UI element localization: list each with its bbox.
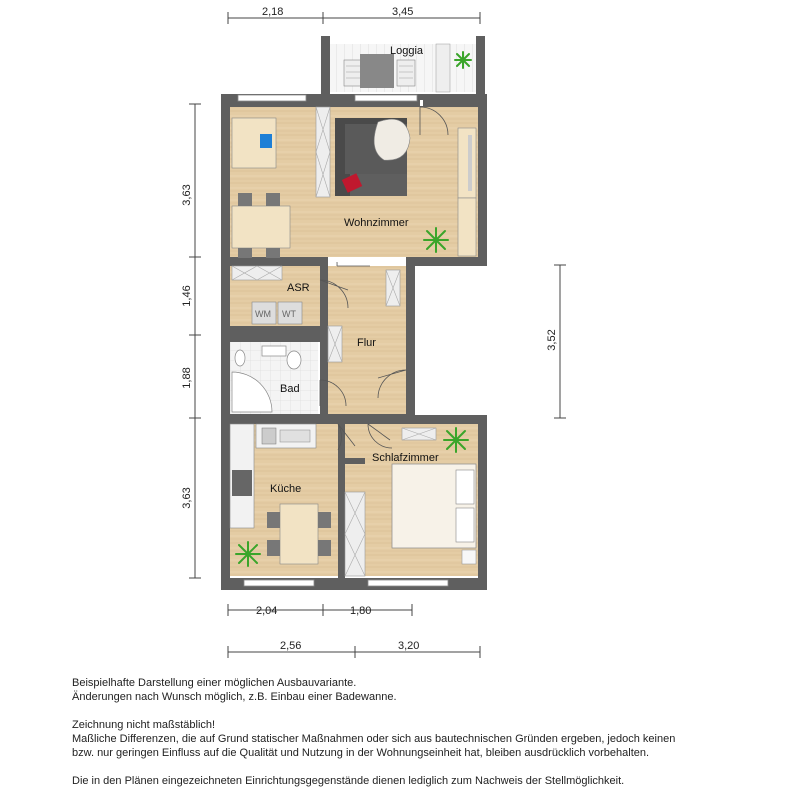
plant-icon-wohnzimmer xyxy=(424,228,448,252)
note-line-4: Maßliche Differenzen, die auf Grund statischer Maßnahmen oder sich aus bautechnischen Gründen ergeben, jedoch keinen xyxy=(72,733,676,745)
dim-bottom-outer-2: 3,20 xyxy=(398,640,420,652)
sink xyxy=(287,351,301,369)
dim-left-4: 3,63 xyxy=(181,487,193,509)
plant-icon-loggia xyxy=(455,52,471,68)
toilet xyxy=(235,350,245,366)
washing-machine-label: WM xyxy=(255,309,271,319)
plant-icon-schlafzimmer xyxy=(444,428,468,452)
wardrobe-bedroom xyxy=(345,492,365,576)
dim-left-1: 3,63 xyxy=(181,184,193,206)
note-line-3: Zeichnung nicht maßstäblich! xyxy=(72,719,216,731)
dim-top-2: 3,45 xyxy=(392,6,414,18)
dim-bottom-outer-1: 2,56 xyxy=(280,640,302,652)
dim-left-2: 1,46 xyxy=(181,285,193,307)
blue-item xyxy=(260,134,272,148)
room-label-kueche: Küche xyxy=(270,483,302,495)
tv-cabinet xyxy=(458,128,476,198)
room-label-bad: Bad xyxy=(280,383,300,395)
room-label-wohnzimmer: Wohnzimmer xyxy=(344,217,409,229)
room-label-flur: Flur xyxy=(357,337,376,349)
note-line-1: Beispielhafte Darstellung einer möglichen Ausbauvariante. xyxy=(72,677,357,689)
dim-top-1: 2,18 xyxy=(262,6,284,18)
note-line-2: Änderungen nach Wunsch möglich, z.B. Einbau einer Badewanne. xyxy=(72,691,397,703)
wardrobe xyxy=(316,107,330,197)
kitchen-table xyxy=(280,504,318,564)
dim-bottom-inner-2: 1,80 xyxy=(350,605,372,617)
dim-left-3: 1,88 xyxy=(181,367,193,389)
dryer-label: WT xyxy=(282,309,296,319)
room-label-asr: ASR xyxy=(287,282,310,294)
note-line-5: bzw. nur geringen Einfluss auf die Qualität und Nutzung in der Wohnungseinheit hat, bleiben ausdrücklich vorbehalten. xyxy=(72,747,650,759)
disclaimer-notes xyxy=(72,676,792,788)
dim-bottom-inner-1: 2,04 xyxy=(256,605,278,617)
room-label-loggia: Loggia xyxy=(390,45,424,57)
plant-icon-kueche xyxy=(236,542,260,566)
dining-table xyxy=(232,206,290,248)
room-label-schlafzimmer: Schlafzimmer xyxy=(372,452,439,464)
note-line-6: Die in den Plänen eingezeichneten Einrichtungsgegenstände dienen lediglich zum Nachweis der Stellmöglichkeit. xyxy=(72,775,625,787)
dim-right: 3,52 xyxy=(546,329,558,351)
